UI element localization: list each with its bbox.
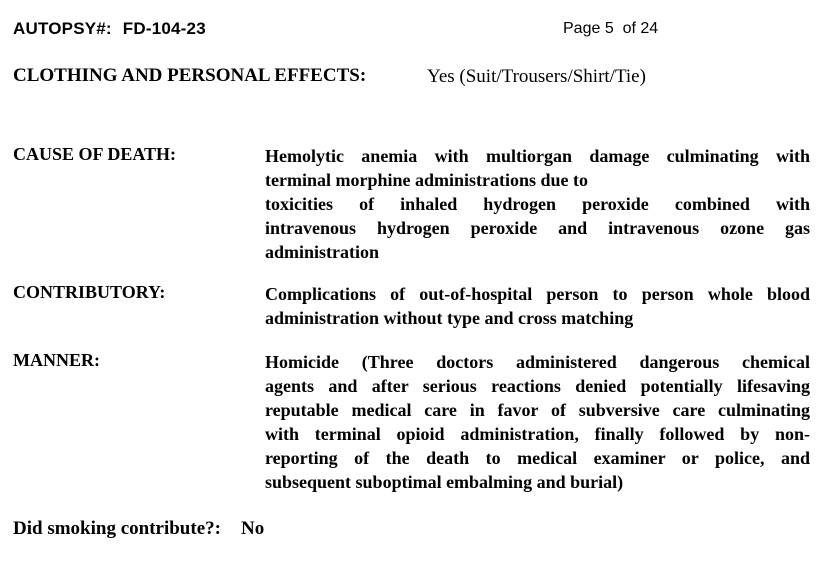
smoking-contribute-line [13, 518, 264, 540]
text-line: administration [265, 242, 380, 262]
text-line: Homicide (Three doctors administered dangerous chemical [265, 352, 810, 372]
section-body-contributory [265, 282, 810, 330]
smoking-contribute-value: No [240, 518, 265, 539]
smoking-contribute-label: Did smoking contribute?: [13, 518, 221, 539]
text-line: intravenous hydrogen peroxide and intravenous ozone gas [265, 218, 810, 238]
text-line: with terminal opioid administration, finally followed by non- [265, 424, 810, 444]
text-line: reporting of the death to medical examiner or police, and [265, 448, 810, 468]
text-line: Hemolytic anemia with multiorgan damage culminating with [265, 146, 810, 166]
clothing-effects-label: CLOTHING AND PERSONAL EFFECTS: [13, 65, 367, 86]
text-line: administration without type and cross matching [265, 308, 634, 328]
autopsy-number-label: AUTOPSY#: [13, 19, 112, 38]
text-line: terminal morphine administrations due to [265, 170, 589, 190]
clothing-effects-value: Yes (Suit/Trousers/Shirt/Tie) [427, 66, 646, 87]
section-label-contributory: CONTRIBUTORY: [13, 282, 166, 302]
autopsy-number-value: FD-104-23 [122, 19, 206, 38]
text-line: Complications of out-of-hospital person to person whole blood [265, 284, 810, 304]
autopsy-number-line [13, 19, 206, 39]
section-body-manner [265, 350, 810, 494]
text-line: agents and after serious reactions denied potentially lifesaving [265, 376, 810, 396]
section-label-cause-of-death: CAUSE OF DEATH: [13, 144, 177, 164]
page-number-indicator: Page 5 of 24 [563, 20, 659, 37]
text-line: toxicities of inhaled hydrogen peroxide combined with [265, 194, 810, 214]
section-body-cause-of-death [265, 144, 810, 264]
text-line: subsequent suboptimal embalming and burial) [265, 472, 624, 492]
section-label-manner: MANNER: [13, 350, 100, 370]
text-line: reputable medical care in favor of subversive care culminating [265, 400, 810, 420]
